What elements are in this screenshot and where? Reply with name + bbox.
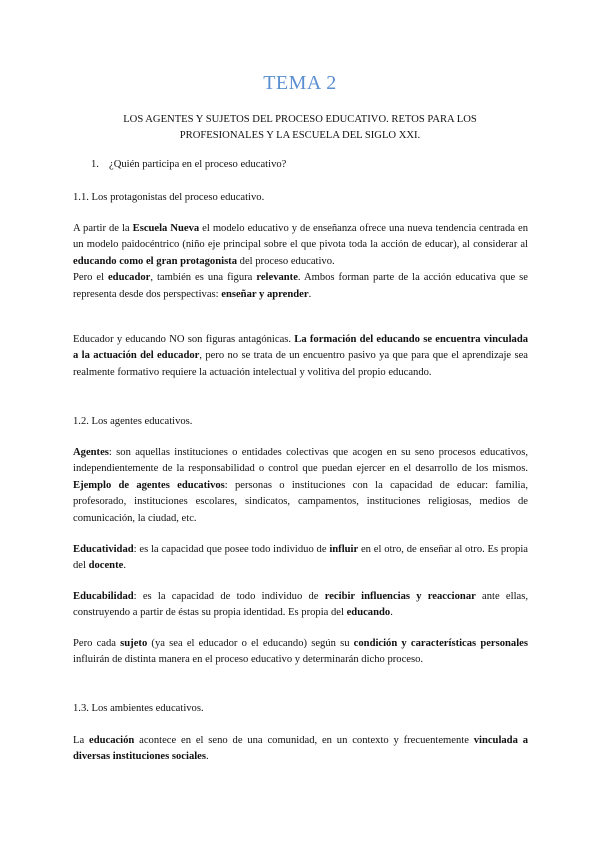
section-heading-1-3: 1.3. Los ambientes educativos. — [73, 703, 204, 714]
paragraph-educatividad: Educatividad: es la capacidad que posee todo individuo de influir en el otro, de enseñar al otro. Es propia del docente. — [73, 544, 528, 572]
paragraph-ambientes: La educación acontece en el seno de una comunidad, en un contexto y frecuentemente vinculada a diversas instituciones sociales. — [73, 735, 528, 763]
section-heading-1-1: 1.1. Los protagonistas del proceso educativo. — [73, 192, 265, 203]
paragraph-educador: Pero el educador, también es una figura relevante. Ambos forman parte de la acción educativa que se representa desde dos perspectivas: enseñar y aprender. — [73, 272, 528, 300]
paragraph-antagonicas: Educador y educando NO son figuras antagónicas. La formación del educando se encuentra vinculada a la actuación del educador, pero no se trata de un encuentro pasivo ya que para que el aprendizaje sea realmente formativo requiere la actuación intelectual y volitiva del propio educando. — [73, 334, 529, 378]
question-text: ¿Quién participa en el proceso educativo? — [109, 159, 287, 170]
paragraph-sujeto: Pero cada sujeto (ya sea el educador o el educando) según su condición y características personales influirán de distinta manera en el proceso educativo y determinarán dicho proceso. — [73, 638, 529, 666]
section-heading-1-2: 1.2. Los agentes educativos. — [73, 416, 193, 427]
question-number: 1. — [91, 159, 99, 170]
paragraph-educabilidad: Educabilidad: es la capacidad de todo individuo de recibir influencias y reaccionar ante ellas, construyendo a partir de éstas su propia identidad. Es propia del educando. — [73, 591, 528, 619]
page-title: TEMA 2 — [263, 72, 337, 94]
paragraph-agentes: Agentes: son aquellas instituciones o entidades colectivas que acogen en su seno procesos educativos, independientemente de la responsabilidad o control que puedan ejercer en el desarrollo de los mismos. Ejemplo de agentes educativos: personas o instituciones con la capacidad de educar: familia, profesorado, instituciones escolares, sindicatos, campamentos, instituciones religiosas, medios de comunicación, la ciudad, etc. — [73, 447, 528, 524]
question-1 — [91, 157, 391, 173]
paragraph-escuela-nueva: A partir de la Escuela Nueva el modelo educativo y de enseñanza ofrece una nueva tendencia centrada en un modelo paidocéntrico (niño eje principal sobre el que pivota toda la acción de educar), al considerar al educando como el gran protagonista del proceso educativo. Pero el educador, también es una figura relevante. Ambos forman parte de la acción educativa que se representa desde dos perspectivas: enseñar y aprender. — [73, 221, 528, 303]
page-subtitle: LOS AGENTES Y SUJETOS DEL PROCESO EDUCATIVO. RETOS PARA LOS PROFESIONALES Y LA ESCUELA DEL SIGLO XXI. — [123, 114, 477, 141]
